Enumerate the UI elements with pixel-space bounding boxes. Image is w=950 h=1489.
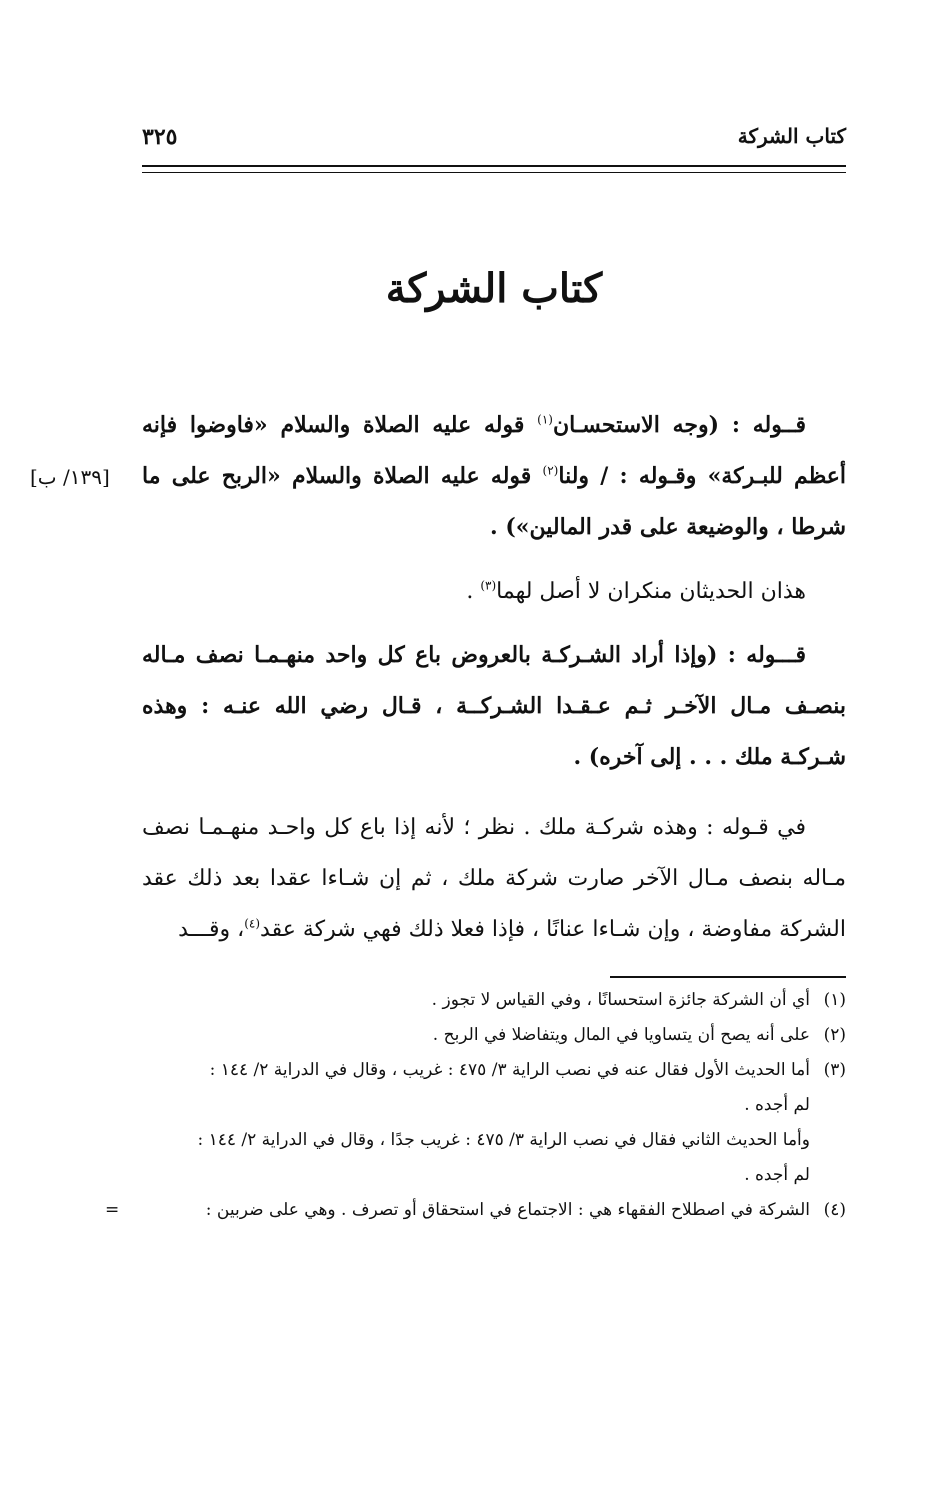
p1-end: قوله عليه الصلاة والسلام «الربح على ما شرطا ، والوضيعة على قدر المالين») . <box>142 463 846 540</box>
footnote-separator <box>610 976 846 978</box>
footnote-text: على أنه يصح أن يتساويا في المال ويتفاضلا في الربح . <box>432 1025 810 1045</box>
footnote-4 <box>105 1195 846 1226</box>
footnotes <box>105 985 846 1230</box>
footnote-number: (٣) <box>823 1060 846 1080</box>
footnote-number: (٤) <box>823 1200 846 1220</box>
header-rule-thin <box>142 172 846 173</box>
margin-folio-note: [١٣٩/ ب] <box>30 465 110 489</box>
p1-mid: قوله عليه الصلاة والسلام «فاوضوا فإنه أعظم للبـركة» وقـوله : / ولنا <box>142 412 846 489</box>
footnote-ref-2[interactable]: (٢) <box>542 463 559 478</box>
footnote-3-second-continuation: لم أجده . <box>744 1165 810 1185</box>
continuation-mark: = <box>105 1200 120 1220</box>
p4-end: ، وقـــد <box>178 917 245 942</box>
footnote-text: أي أن الشركة جائزة استحسانًا ، وفي القياس لا تجوز . <box>431 990 810 1010</box>
footnote-text: الشركة في اصطلاح الفقهاء هي : الاجتماع في استحقاق أو تصرف . وهي على ضربين : <box>205 1200 810 1220</box>
paragraph-1 <box>142 400 846 553</box>
p4-start: في قـوله : وهذه شركـة ملك . نظر ؛ لأنه إذا باع كل واحـد منهـمـا نصف مـاله بنصف مـال الآخر صارت شركة ملك ، ثم إن شـاءا عقدا بعد ذلك عقد الشركة مفاوضة ، وإن شـاءا عنانًا ، فإذا فعلا ذلك فهي شركة عقد <box>142 815 846 942</box>
running-title: كتاب الشركة <box>737 124 846 148</box>
page-header <box>142 118 846 158</box>
header-rule-thick <box>142 165 846 167</box>
page-number: ٣٢٥ <box>142 124 178 150</box>
footnote-2 <box>105 1020 846 1051</box>
footnote-number: (١) <box>823 990 846 1010</box>
paragraph-2 <box>142 566 846 617</box>
paragraph-3: قـــوله : (وإذا أراد الشـركـة بالعروض باع كل واحد منهـمـا نصف مـاله بنصـف مـال الآخـر ثـم عـقـدا الشـركــة ، قـال رضي الله عنـه : وهذه شـركـة ملك . . . إلى آخره) . <box>142 642 846 770</box>
footnote-3-second-hadith <box>105 1125 846 1156</box>
p2-end: . <box>466 579 481 604</box>
footnote-3-continuation: لم أجده . <box>744 1095 810 1115</box>
footnote-ref-3[interactable]: (٣) <box>480 578 497 593</box>
footnote-text: وأما الحديث الثاني فقال في نصب الراية ٣/ ٤٧٥ : غريب جدًا ، وقال في الدراية ٢/ ١٤٤ : <box>197 1130 810 1150</box>
footnote-number: (٢) <box>823 1025 846 1045</box>
footnote-ref-1[interactable]: (١) <box>537 412 553 427</box>
paragraph-4 <box>142 802 846 955</box>
chapter-title: كتاب الشركة <box>385 265 603 312</box>
footnote-text: أما الحديث الأول فقال عنه في نصب الراية ٣/ ٤٧٥ : غريب ، وقال في الدراية ٢/ ١٤٤ : <box>209 1060 810 1080</box>
footnote-1 <box>105 985 846 1016</box>
footnote-3 <box>105 1055 846 1086</box>
p1-start: قــوله : (وجه الاستحسـان <box>552 412 806 438</box>
footnote-ref-4[interactable]: (٤) <box>244 916 261 931</box>
p2-text: هذان الحديثان منكران لا أصل لهما <box>496 579 806 604</box>
